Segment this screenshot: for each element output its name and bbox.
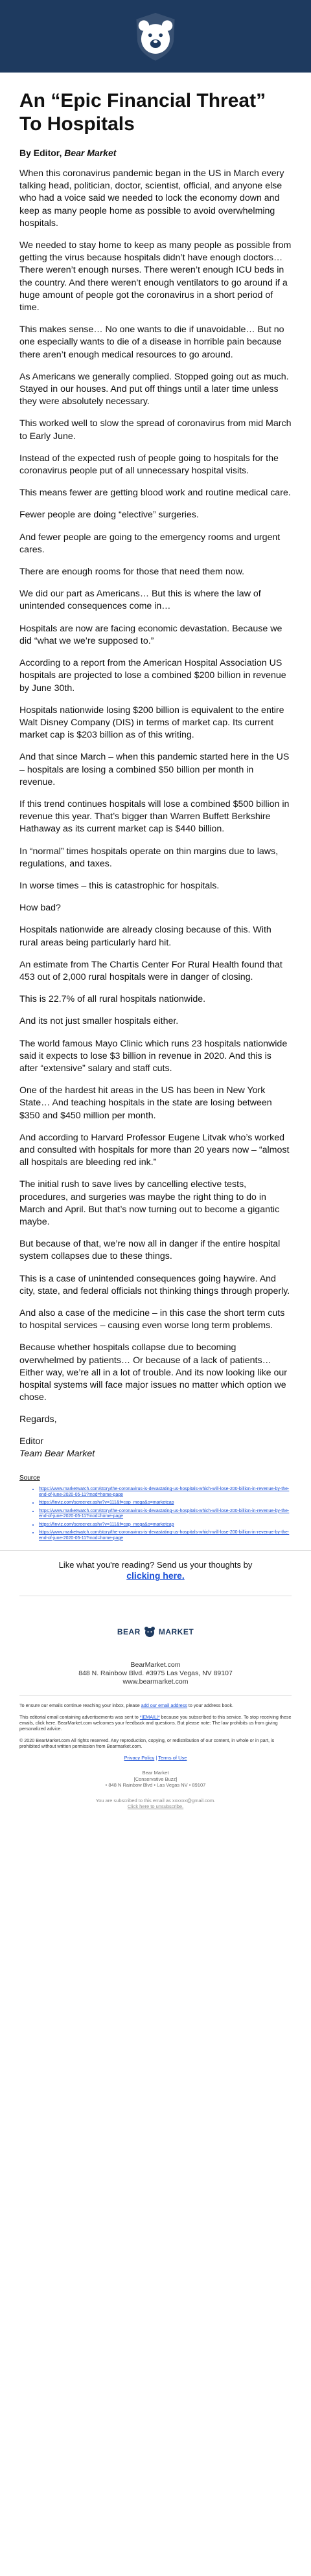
source-link[interactable]: • https://finviz.com/screener.ashx?v=111&f=cap_mega&o=marketcap	[39, 1522, 292, 1528]
signature-team: Team Bear Market	[19, 1449, 95, 1460]
article-paragraph: We did our part as Americans… But this is where the law of unintended consequences come in…	[19, 589, 261, 612]
article-paragraph: This is 22.7% of all rural hospitals nationwide.	[19, 994, 206, 1005]
article-paragraph: In worse times – this is catastrophic for hospitals.	[19, 880, 220, 891]
signature-name: Editor	[19, 1436, 44, 1447]
footer-website: www.bearmarket.com	[122, 1678, 189, 1686]
bear-logo-small-icon	[143, 1625, 156, 1638]
article-paragraph: According to a report from the American Hospital Association US hospitals are projected to lose a combined $200 billion in revenue by June 30th.	[19, 658, 286, 694]
privacy-policy-link[interactable]: Privacy Policy	[124, 1755, 155, 1761]
article-paragraph: We needed to stay home to keep as many people as possible from getting the virus because hospitals didn’t have enough doctors… There weren’t enough nurses. There weren’t enough ICU beds in the country. And there weren’t enough ventilators to go around if a huge amount of people got the coronavirus in a short period of time.	[19, 240, 292, 313]
article-paragraph: One of the hardest hit areas in the US has been in New York State… And teaching hospitals in the state are losing between $350 and $450 million per month.	[19, 1085, 272, 1121]
article-paragraph: But because of that, we’re now all in danger if the entire hospital system collapses due to these things.	[19, 1239, 281, 1262]
article-paragraph: Instead of the expected rush of people going to hospitals for the coronavirus people put of all unnecessary hospital visits.	[19, 453, 279, 477]
article-paragraph: How bad?	[19, 903, 61, 914]
article-paragraphs	[19, 168, 292, 1404]
source-link[interactable]: • https://finviz.com/screener.ashx?v=111&f=cap_mega&o=marketcap	[39, 1500, 292, 1506]
subscription-notice	[0, 1798, 311, 1815]
fine-print	[19, 1695, 292, 1749]
policy-links	[0, 1755, 311, 1761]
footer-logo-word-market: MARKET	[158, 1627, 194, 1637]
source-heading: Source	[19, 1474, 40, 1482]
fine-print-addressbook-text: To ensure our emails continue reaching your inbox, please	[19, 1702, 141, 1709]
footer-logo	[0, 1622, 311, 1642]
article-title: An “Epic Financial Threat” To Hospitals	[19, 90, 266, 135]
email-merge-link[interactable]: *|EMAIL|*	[139, 1714, 160, 1721]
subscribed-text: You are subscribed to this email as xxxxxx@gmail.com.	[95, 1797, 216, 1803]
footer-company: BearMarket.com	[130, 1661, 181, 1669]
article-paragraph: There are enough rooms for those that need them now.	[19, 567, 245, 578]
footer-address-block	[0, 1661, 311, 1686]
terms-of-use-link[interactable]: Terms of Use	[158, 1755, 187, 1761]
fine-print-copyright: © 2020 BearMarket.com All rights reserved. Any reproduction, copying, or redistribution of our content, in whole or in part, is prohibited without written permission from Bearmarket.com.	[19, 1737, 275, 1750]
cta-text: Like what you're reading? Send us your thoughts by	[58, 1560, 253, 1570]
source-list	[19, 1487, 292, 1541]
byline	[19, 148, 292, 158]
article-paragraph: And also a case of the medicine – in this case the short term cuts to hospital services – causing even worse long term problems.	[19, 1308, 285, 1331]
article-paragraph: This is a case of unintended consequences going haywire. And city, state, and federal officials not thinking things through properly.	[19, 1273, 290, 1296]
fine-print-subscription-tail: because you subscribed to this service. To stop receiving these emails, click here. BearMarket.com welcomes your feedback and questions. But please note: The law prohibits us from giving personalized advice.	[19, 1714, 292, 1732]
fine-print-addressbook	[19, 1702, 292, 1708]
article-paragraph: In “normal” times hospitals operate on thin margins due to laws, regulations, and taxes.	[19, 846, 279, 869]
policy-separator: |	[156, 1755, 159, 1761]
feedback-link[interactable]: clicking here.	[126, 1570, 185, 1581]
feedback-cta	[0, 1550, 311, 1581]
mailing-street: • 848 N Rainbow Blvd • Las Vegas NV • 89107	[105, 1782, 206, 1789]
footer-logo-word-bear: BEAR	[117, 1627, 141, 1637]
source-link[interactable]: • https://www.marketwatch.com/story/the-coronavirus-is-devastating-us-hospitals-which-will-lose-200-billion-in-revenue-by-the-end-of-june-2020-05-11?mod=home-page	[39, 1487, 292, 1498]
fine-print-subscription	[19, 1714, 292, 1732]
article-paragraph: And that since March – when this pandemic started here in the US – hospitals are losing a combined $50 billion per month in revenue.	[19, 752, 290, 787]
footer-address: 848 N. Rainbow Blvd. #3975 Las Vegas, NV 89107	[78, 1669, 233, 1678]
fine-print-addressbook-tail: to your address book.	[187, 1702, 234, 1709]
article-paragraph: Hospitals nationwide are already closing because of this. With rural areas being particularly hard hit.	[19, 925, 271, 948]
source-link[interactable]: • https://www.marketwatch.com/story/the-coronavirus-is-devastating-us-hospitals-which-will-lose-200-billion-in-revenue-by-the-end-of-june-2020-05-11?mod=home-page	[39, 1509, 292, 1520]
article-paragraph: This makes sense… No one wants to die if unavoidable… But no one especially wants to die of a disease in horrible pain because there aren’t enough medical resources to go around.	[19, 324, 284, 360]
unsubscribe-link[interactable]: Click here to unsubscribe.	[127, 1803, 184, 1810]
article-paragraph: This worked well to slow the spread of coronavirus from mid March to Early June.	[19, 418, 292, 442]
article-paragraph: When this coronavirus pandemic began in the US in March every talking head, politician, doctor, scientist, official, and anyone else who had a voice said we needed to lock the economy down and keep as many people home as possible to avoid overwhelming hospitals.	[19, 168, 284, 229]
article-paragraph: An estimate from The Chartis Center For Rural Health found that 453 out of 2,000 rural hospitals were in danger of closing.	[19, 959, 282, 982]
article-body	[0, 89, 311, 1541]
mailing-address	[0, 1770, 311, 1789]
mailing-sub: [Conservative Buzz]	[133, 1776, 178, 1782]
article-paragraph: This means fewer are getting blood work and routine medical care.	[19, 488, 291, 499]
article-paragraph: The world famous Mayo Clinic which runs 23 hospitals nationwide said it expects to lose $3 billion in revenue in 2020. And this is after “extensive” salary and staff cuts.	[19, 1038, 288, 1074]
article-paragraph: Hospitals nationwide losing $200 billion is equivalent to the entire Walt Disney Company (DIS) in terms of market cap. Its current market cap is $203 billion as of this writing.	[19, 705, 284, 741]
regards-text: Regards,	[19, 1414, 57, 1425]
add-address-link[interactable]: add our email address	[141, 1702, 187, 1709]
article-paragraph: Because whether hospitals collapse due to becoming overwhelmed by patients… Or because of a lack of patients… Either way, we’re all in a lot of trouble. And its now looking like our hospital systems will face major issues no matter which option we chose.	[19, 1342, 287, 1403]
article-paragraph: Hospitals are now are facing economic devastation. Because we did “what we we’re supposed to.”	[19, 623, 282, 646]
byline-prefix: By Editor,	[19, 148, 65, 158]
mailing-name: Bear Market	[142, 1770, 169, 1776]
source-link[interactable]: • https://www.marketwatch.com/story/the-coronavirus-is-devastating-us-hospitals-which-will-lose-200-billion-in-revenue-by-the-end-of-june-2020-05-11?mod=home-page	[39, 1530, 292, 1541]
article-paragraph: And fewer people are going to the emergency rooms and urgent cares.	[19, 532, 281, 555]
fine-print-subscription-text: This editorial email containing advertisements was sent to	[19, 1714, 140, 1721]
article-paragraph: And according to Harvard Professor Eugene Litvak who’s worked and consulted with hospitals for more than 20 years now – “almost all hospitals are bleeding red ink.”	[19, 1132, 290, 1168]
article-paragraph: Fewer people are doing “elective” surgeries.	[19, 510, 199, 521]
article-paragraph: The initial rush to save lives by cancelling elective tests, procedures, and surgeries was maybe the right thing to do in March and April. But that’s now turning out to become a gigantic maybe.	[19, 1179, 280, 1227]
byline-publication: Bear Market	[64, 148, 117, 158]
article-paragraph: And its not just smaller hospitals either.	[19, 1016, 179, 1027]
signature-block	[19, 1414, 292, 1460]
email-header-banner	[0, 0, 311, 73]
article-paragraph: As Americans we generally complied. Stopped going out as much. Stayed in our houses. And put off things until a later time unless they were absolutely necessary.	[19, 371, 289, 407]
bear-logo-icon	[129, 10, 182, 63]
article-paragraph: If this trend continues hospitals will lose a combined $500 billion in revenue this year. That’s bigger than Warren Buffett Berkshire Hathaway as its current market cap is $440 billion.	[19, 798, 290, 835]
